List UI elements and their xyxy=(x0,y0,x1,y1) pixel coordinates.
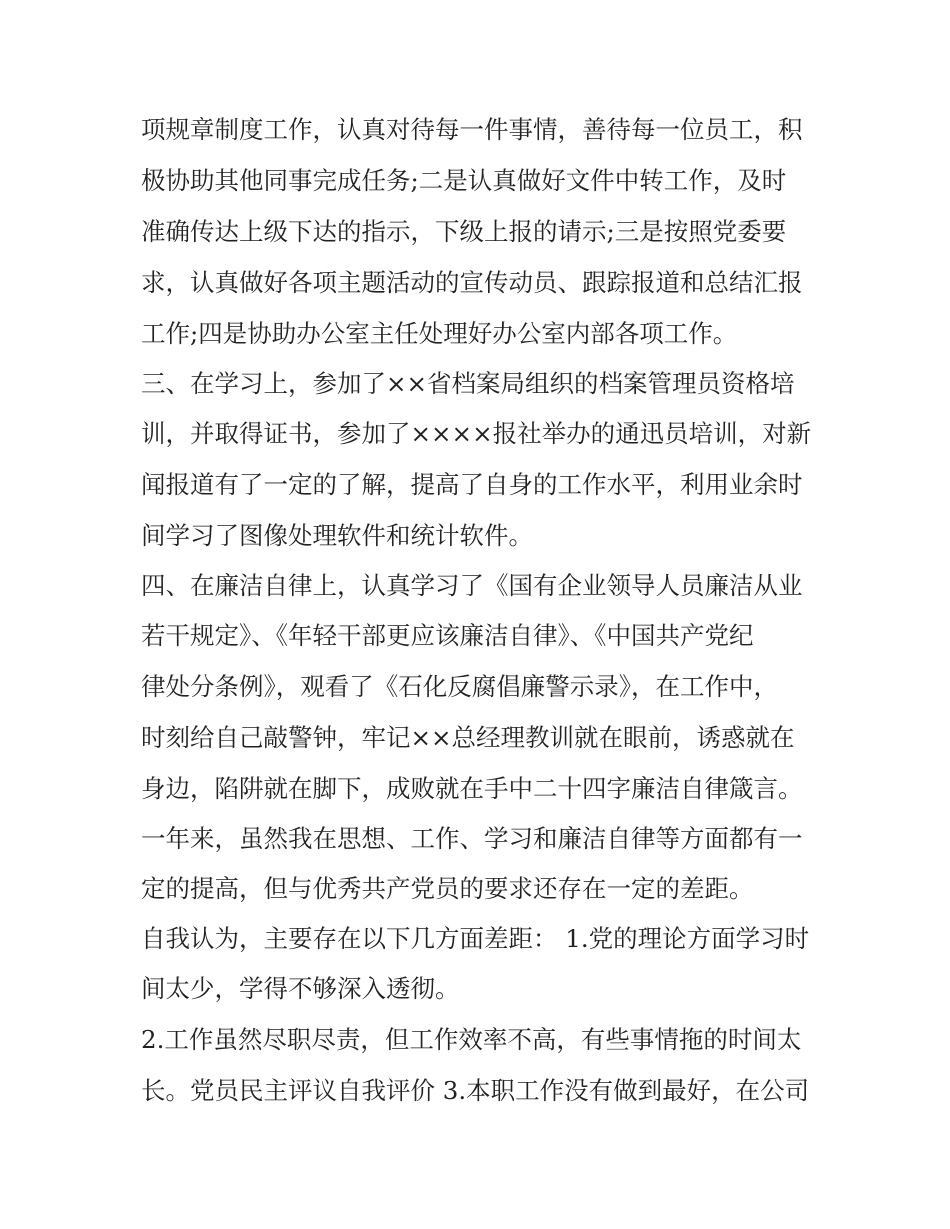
text-line: 训，并取得证书，参加了××××报社举办的通迅员培训，对新 xyxy=(141,419,812,448)
text-line: 闻报道有了一定的了解，提高了自身的工作水平，利用业余时 xyxy=(141,470,803,499)
text-line: 若干规定》、《年轻干部更应该廉洁自律》、《中国共产党纪 xyxy=(141,621,754,650)
text-line: 极协助其他同事完成任务;二是认真做好文件中转工作，及时 xyxy=(141,166,787,195)
text-line: 准确传达上级下达的指示，下级上报的请示;三是按照党委要 xyxy=(141,217,787,246)
text-line: 四、在廉洁自律上，认真学习了《国有企业领导人员廉洁从业 xyxy=(141,571,803,600)
text-line: 工作;四是协助办公室主任处理好办公室内部各项工作。 xyxy=(141,319,738,348)
text-line: 身边，陷阱就在脚下，成败就在手中二十四字廉洁自律箴言。 xyxy=(141,774,803,803)
text-line: 2.工作虽然尽职尽责，但工作效率不高，有些事情拖的时间太 xyxy=(141,1025,802,1054)
text-line: 间太少，学得不够深入透彻。 xyxy=(141,974,460,1003)
text-line: 间学习了图像处理软件和统计软件。 xyxy=(141,521,533,550)
document-body xyxy=(141,104,821,1116)
text-line: 项规章制度工作，认真对待每一件事情，善待每一位员工，积 xyxy=(141,115,803,144)
text-line: 三、在学习上，参加了××省档案局组织的档案管理员资格培 xyxy=(141,369,795,398)
text-line: 一年来，虽然我在思想、工作、学习和廉洁自律等方面都有一 xyxy=(141,824,803,853)
text-line: 求，认真做好各项主题活动的宣传动员、跟踪报道和总结汇报 xyxy=(141,268,803,297)
text-line: 律处分条例》，观看了《石化反腐倡廉警示录》，在工作中， xyxy=(141,672,778,701)
text-line: 长。党员民主评议自我评价 3.本职工作没有做到最好，在公司 xyxy=(141,1076,810,1105)
text-line: 自我认为，主要存在以下几方面差距： 1.党的理论方面学习时 xyxy=(141,924,810,953)
text-line: 时刻给自己敲警钟，牢记××总经理教训就在眼前，诱惑就在 xyxy=(141,723,795,752)
text-line: 定的提高，但与优秀共产党员的要求还存在一定的差距。 xyxy=(141,874,754,903)
